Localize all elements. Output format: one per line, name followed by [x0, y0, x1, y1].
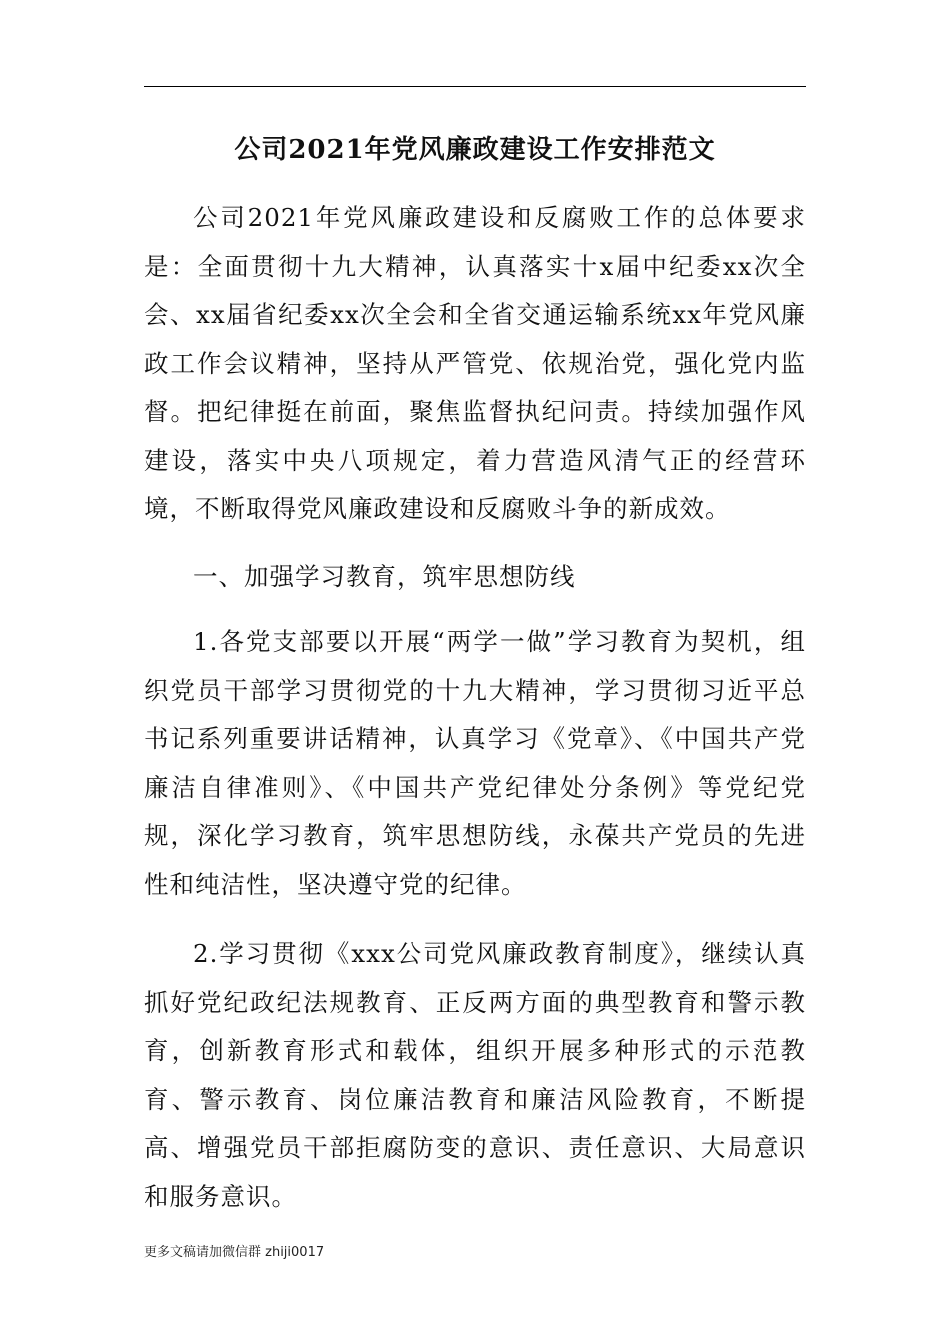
document-title: 公司2021年党风廉政建设工作安排范文	[234, 135, 716, 165]
header-rule	[144, 86, 806, 87]
intro-paragraph: 公司2021年党风廉政建设和反腐败工作的总体要求是：全面贯彻十九大精神，认真落实十x届中纪委xx次全会、xx届省纪委xx次全会和全省交通运输系统xx年党风廉政工作会议精神，坚持从严管党、依规治党，强化党内监督。把纪律挺在前面，聚焦监督执纪问责。持续加强作风建设，落实中央八项规定，着力营造风清气正的经营环境，不断取得党风廉政建设和反腐败斗争的新成效。	[144, 203, 806, 523]
section-1-heading: 一、加强学习教育，筑牢思想防线	[193, 562, 576, 591]
section-1-item-1: 1.各党支部要以开展“两学一做”学习教育为契机，组织党员干部学习贯彻党的十九大精神，学习贯彻习近平总书记系列重要讲话精神，认真学习《党章》、《中国共产党廉洁自律准则》、《中国共产党纪律处分条例》等党纪党规，深化学习教育，筑牢思想防线，永葆共产党员的先进性和纯洁性，坚决遵守党的纪律。	[144, 627, 806, 899]
footer-note: 更多文稿请加微信群 zhiji0017	[144, 1245, 325, 1260]
section-1-item-2: 2.学习贯彻《xxx公司党风廉政教育制度》，继续认真抓好党纪政纪法规教育、正反两方面的典型教育和警示教育，创新教育形式和载体，组织开展多种形式的示范教育、警示教育、岗位廉洁教育和廉洁风险教育，不断提高、增强党员干部拒腐防变的意识、责任意识、大局意识和服务意识。	[144, 939, 806, 1211]
